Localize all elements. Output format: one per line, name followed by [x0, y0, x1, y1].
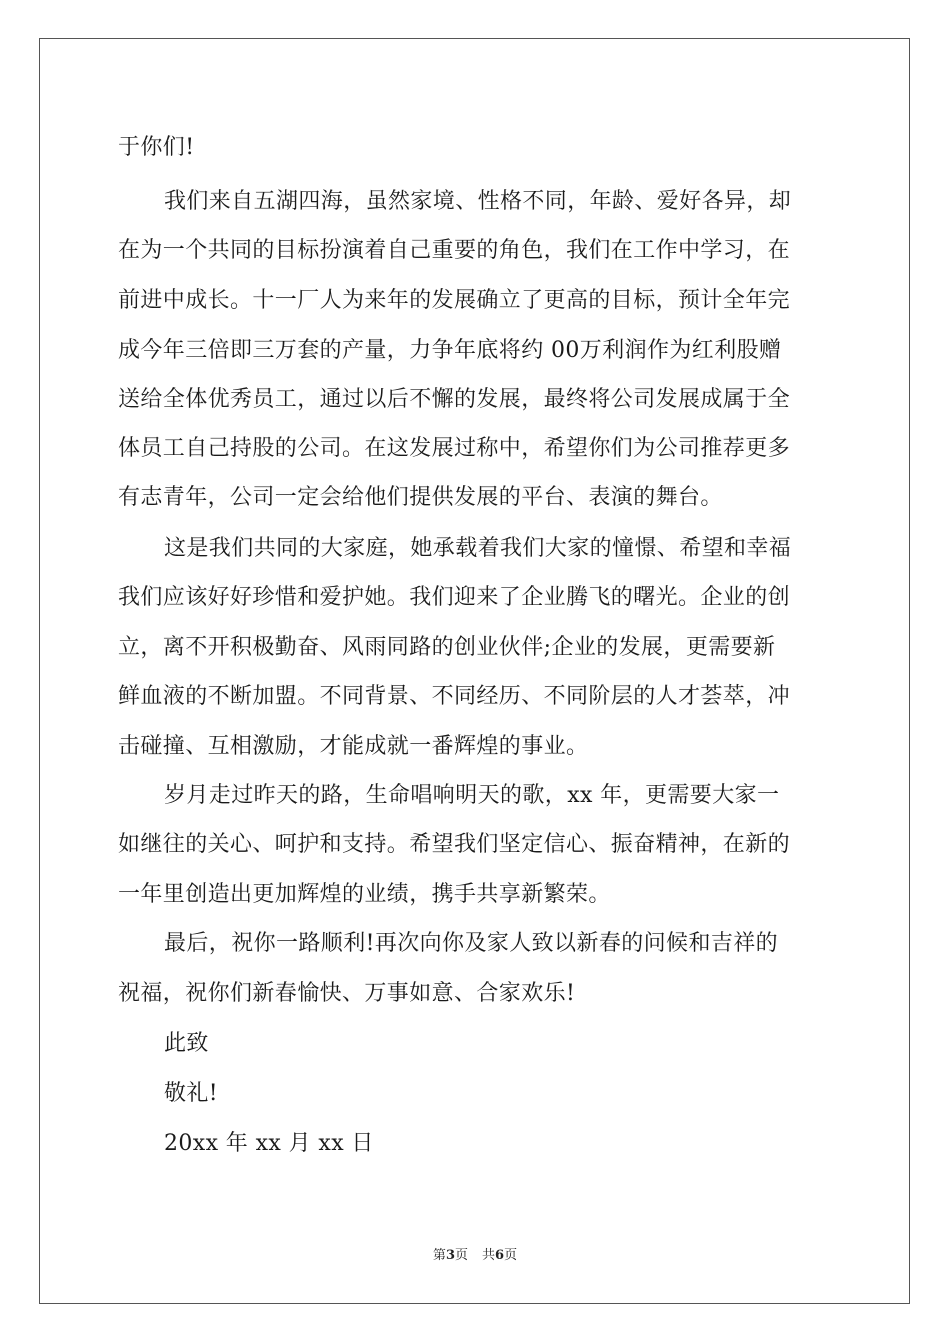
text-line: 击碰撞、互相激励，才能成就一番辉煌的事业。 [118, 734, 589, 759]
text-line: 于你们! [118, 135, 195, 160]
paragraph-start-line: 这是我们共同的大家庭，她承载着我们大家的憧憬、希望和幸福 [164, 536, 792, 561]
text-line: 送给全体优秀员工，通过以后不懈的发展，最终将公司发展成属于全 [118, 387, 791, 412]
total-pages-suffix: 页 [504, 1248, 518, 1263]
total-page-count: 6 [495, 1248, 505, 1263]
paragraph-start-line: 我们来自五湖四海，虽然家境、性格不同，年龄、爱好各异，却 [164, 189, 792, 214]
letter-date: 20xx 年 xx 月 xx 日 [164, 1131, 374, 1156]
closing-regards: 敬礼! [164, 1081, 219, 1106]
text-line: 我们应该好好珍惜和爱护她。我们迎来了企业腾飞的曙光。企业的创 [118, 585, 791, 610]
page-border [39, 38, 910, 1304]
paragraph-start-line: 岁月走过昨天的路，生命唱响明天的歌，xx 年，更需要大家一 [164, 783, 780, 808]
text-line: 祝福，祝你们新春愉快、万事如意、合家欢乐! [118, 981, 576, 1006]
paragraph-start-line: 最后，祝你一路顺利!再次向你及家人致以新春的问候和吉祥的 [164, 931, 779, 956]
text-line: 立，离不开积极勤奋、风雨同路的创业伙伴;企业的发展，更需要新 [118, 635, 776, 660]
page-number-prefix: 第 [432, 1248, 446, 1263]
text-line: 体员工自己持股的公司。在这发展过称中，希望你们为公司推荐更多 [118, 436, 791, 461]
current-page-number: 3 [445, 1248, 455, 1263]
page-number-suffix: 页 [454, 1248, 468, 1263]
text-line: 前进中成长。十一厂人为来年的发展确立了更高的目标，预计全年完 [118, 288, 791, 313]
closing-salutation: 此致 [164, 1031, 209, 1056]
text-line: 一年里创造出更加辉煌的业绩，携手共享新繁荣。 [118, 882, 611, 907]
text-line: 有志青年，公司一定会给他们提供发展的平台、表演的舞台。 [118, 485, 723, 510]
text-line: 在为一个共同的目标扮演着自己重要的角色，我们在工作中学习，在 [118, 238, 791, 263]
total-pages-prefix: 共 [482, 1248, 496, 1263]
text-line: 鲜血液的不断加盟。不同背景、不同经历、不同阶层的人才荟萃，冲 [118, 684, 791, 709]
page-footer [0, 1247, 950, 1265]
text-line: 如继往的关心、呵护和支持。希望我们坚定信心、振奋精神，在新的 [118, 832, 791, 857]
text-line: 成今年三倍即三万套的产量，力争年底将约 00万利润作为红利股赠 [118, 338, 782, 363]
